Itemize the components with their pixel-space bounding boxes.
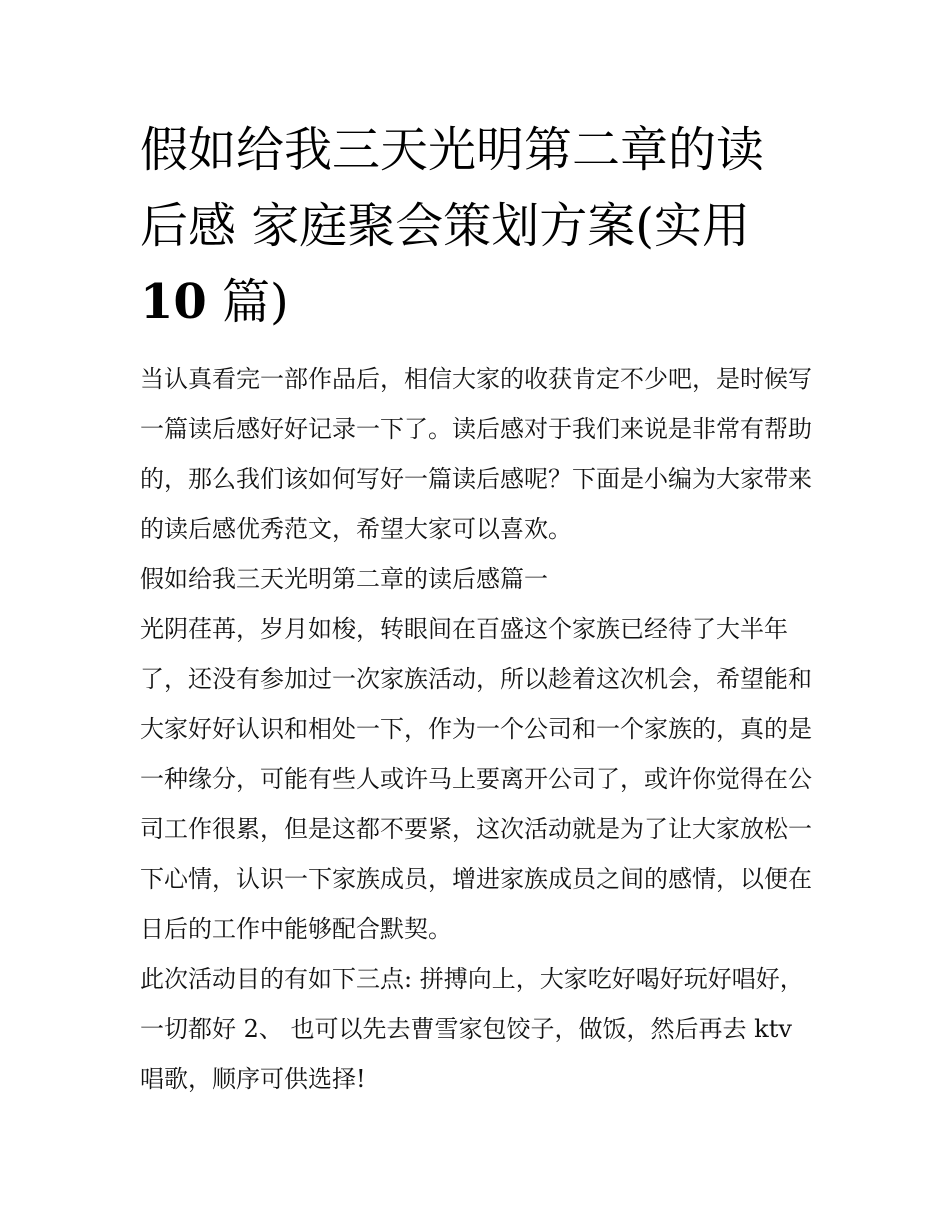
document-title — [140, 112, 815, 340]
title-line-1: 假如给我三天光明第二章的读 — [140, 122, 765, 178]
body-paragraph: 此次活动目的有如下三点: 拼搏向上，大家吃好喝好玩好唱好，一切都好 2、 也可以先去曹雪家包饺子，做饭，然后再去 ktv 唱歌，顺序可供选择! — [140, 965, 804, 1093]
title-line-2: 后感 家庭聚会策划方案(实用 — [140, 198, 750, 254]
title-tail: 篇) — [206, 274, 289, 330]
document-body — [140, 112, 815, 1104]
section-heading: 假如给我三天光明第二章的读后感篇一 — [140, 565, 548, 593]
intro-paragraph: 当认真看完一部作品后，相信大家的收获肯定不少吧，是时候写一篇读后感好好记录一下了。读后感对于我们来说是非常有帮助的，那么我们该如何写好一篇读后感呢？下面是小编为大家带来的读后感优秀范文，希望大家可以喜欢。 — [140, 365, 812, 543]
body-paragraph: 光阴荏苒，岁月如梭，转眼间在百盛这个家族已经待了大半年了，还没有参加过一次家族活动，所以趁着这次机会，希望能和大家好好认识和相处一下，作为一个公司和一个家族的，真的是一种缘分，可能有些人或许马上要离开公司了，或许你觉得在公司工作很累，但是这都不要紧，这次活动就是为了让大家放松一下心情，认识一下家族成员，增进家族成员之间的感情，以便在日后的工作中能够配合默契。 — [140, 615, 812, 943]
title-number: 10 — [140, 274, 207, 330]
